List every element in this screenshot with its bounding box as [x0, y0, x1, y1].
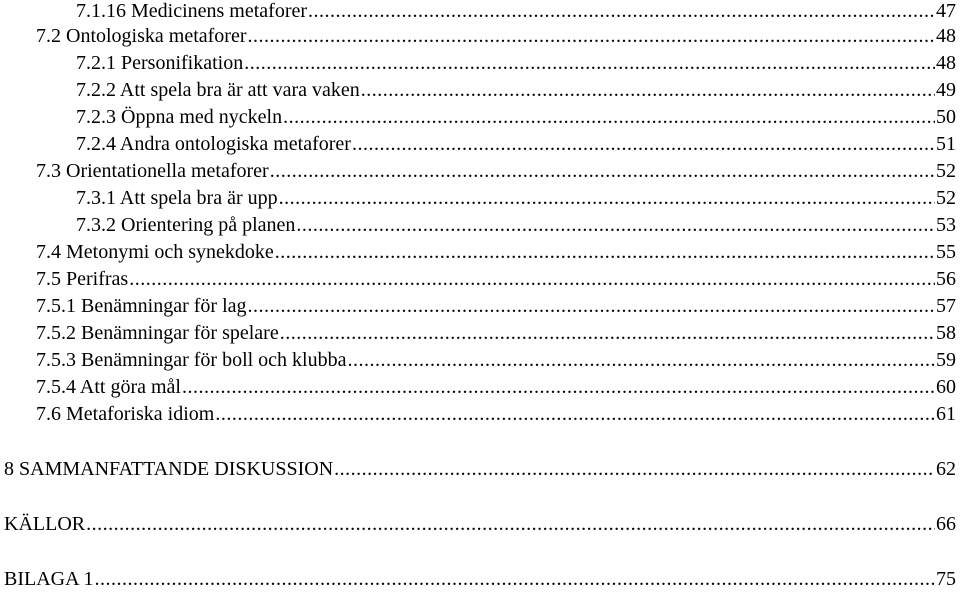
toc-leader-dots [215, 401, 935, 428]
toc-entry-label: 7.2 Ontologiska metaforer [36, 25, 247, 47]
toc-leader-dots [86, 511, 935, 538]
toc-entry-7-3-2 [76, 212, 956, 239]
toc-entry-page: 48 [936, 52, 956, 74]
toc-entry-page: 52 [936, 187, 956, 209]
toc-entry-7-2-1 [76, 50, 956, 77]
toc-entry-label: 7.6 Metaforiska idiom [36, 403, 215, 425]
toc-entry-page: 50 [936, 106, 956, 128]
toc-leader-dots [129, 266, 935, 293]
toc-entry-label: 7.2.1 Personifikation [76, 52, 244, 74]
toc-entry-7-5-2 [36, 320, 956, 347]
toc-entry-page: 75 [936, 568, 956, 590]
toc-leader-dots [244, 50, 935, 77]
toc-entry-7-6 [36, 401, 956, 428]
toc-leader-dots [280, 320, 935, 347]
toc-entry-label: 7.4 Metonymi och synekdoke [36, 241, 274, 263]
toc-entry-label: KÄLLOR [4, 513, 86, 535]
toc-leader-dots [270, 158, 935, 185]
toc-entry-7-3 [36, 158, 956, 185]
toc-entry-page: 47 [936, 0, 956, 22]
toc-entry-kallor [4, 511, 956, 538]
toc-entry-label: 8 SAMMANFATTANDE DISKUSSION [4, 458, 334, 480]
toc-entry-label: 7.5.2 Benämningar för spelare [36, 322, 279, 344]
toc-leader-dots [361, 77, 935, 104]
toc-entry-page: 53 [936, 214, 956, 236]
toc-entry-7-5-4 [36, 374, 956, 401]
toc-entry-page: 52 [936, 160, 956, 182]
toc-entry-7-4 [36, 239, 956, 266]
toc-leader-dots [283, 104, 935, 131]
toc-entry-page: 58 [936, 322, 956, 344]
toc-entry-7-5-3 [36, 347, 956, 374]
toc-leader-dots [308, 0, 935, 25]
toc-entry-7-2-4 [76, 131, 956, 158]
toc-leader-dots [275, 239, 935, 266]
toc-leader-dots [352, 131, 935, 158]
toc-entry-label: 7.2.2 Att spela bra är att vara vaken [76, 79, 360, 101]
toc-entry-chapter-8 [4, 456, 956, 483]
toc-leader-dots [182, 374, 935, 401]
toc-entry-label: 7.3 Orientationella metaforer [36, 160, 269, 182]
toc-entry-7-5-1 [36, 293, 956, 320]
toc-entry-label: 7.5.1 Benämningar för lag [36, 295, 247, 317]
toc-leader-dots [296, 212, 935, 239]
toc-entry-page: 61 [936, 403, 956, 425]
toc-entry-label: 7.2.4 Andra ontologiska metaforer [76, 133, 351, 155]
toc-entry-page: 51 [936, 133, 956, 155]
toc-entry-label: 7.5 Perifras [36, 268, 129, 290]
toc-entry-label: 7.5.4 Att göra mål [36, 376, 181, 398]
toc-entry-label: 7.3.1 Att spela bra är upp [76, 187, 278, 209]
toc-leader-dots [94, 566, 935, 593]
toc-entry-bilaga-1 [4, 566, 956, 593]
toc-entry-page: 66 [936, 513, 956, 535]
toc-entry-page: 57 [936, 295, 956, 317]
toc-entry-7-3-1 [76, 185, 956, 212]
toc-entry-7-2-3 [76, 104, 956, 131]
toc-entry-page: 56 [936, 268, 956, 290]
toc-entry-label: 7.1.16 Medicinens metaforer [76, 0, 308, 22]
toc-entry-7-1-16 [76, 0, 956, 25]
toc-entry-label: 7.5.3 Benämningar för boll och klubba [36, 349, 347, 371]
toc-entry-page: 62 [936, 458, 956, 480]
toc-entry-page: 55 [936, 241, 956, 263]
toc-entry-7-5 [36, 266, 956, 293]
toc-leader-dots [334, 456, 935, 483]
toc-entry-page: 59 [936, 349, 956, 371]
toc-leader-dots [248, 23, 936, 50]
toc-leader-dots [279, 185, 935, 212]
toc-entry-page: 49 [936, 79, 956, 101]
toc-entry-page: 60 [936, 376, 956, 398]
toc-entry-label: 7.3.2 Orientering på planen [76, 214, 296, 236]
toc-entry-page: 48 [936, 25, 956, 47]
toc-leader-dots [348, 347, 936, 374]
toc-leader-dots [248, 293, 936, 320]
toc-entry-7-2 [36, 23, 956, 50]
toc-entry-label: BILAGA 1 [4, 568, 94, 590]
toc-entry-7-2-2 [76, 77, 956, 104]
toc-entry-label: 7.2.3 Öppna med nyckeln [76, 106, 283, 128]
